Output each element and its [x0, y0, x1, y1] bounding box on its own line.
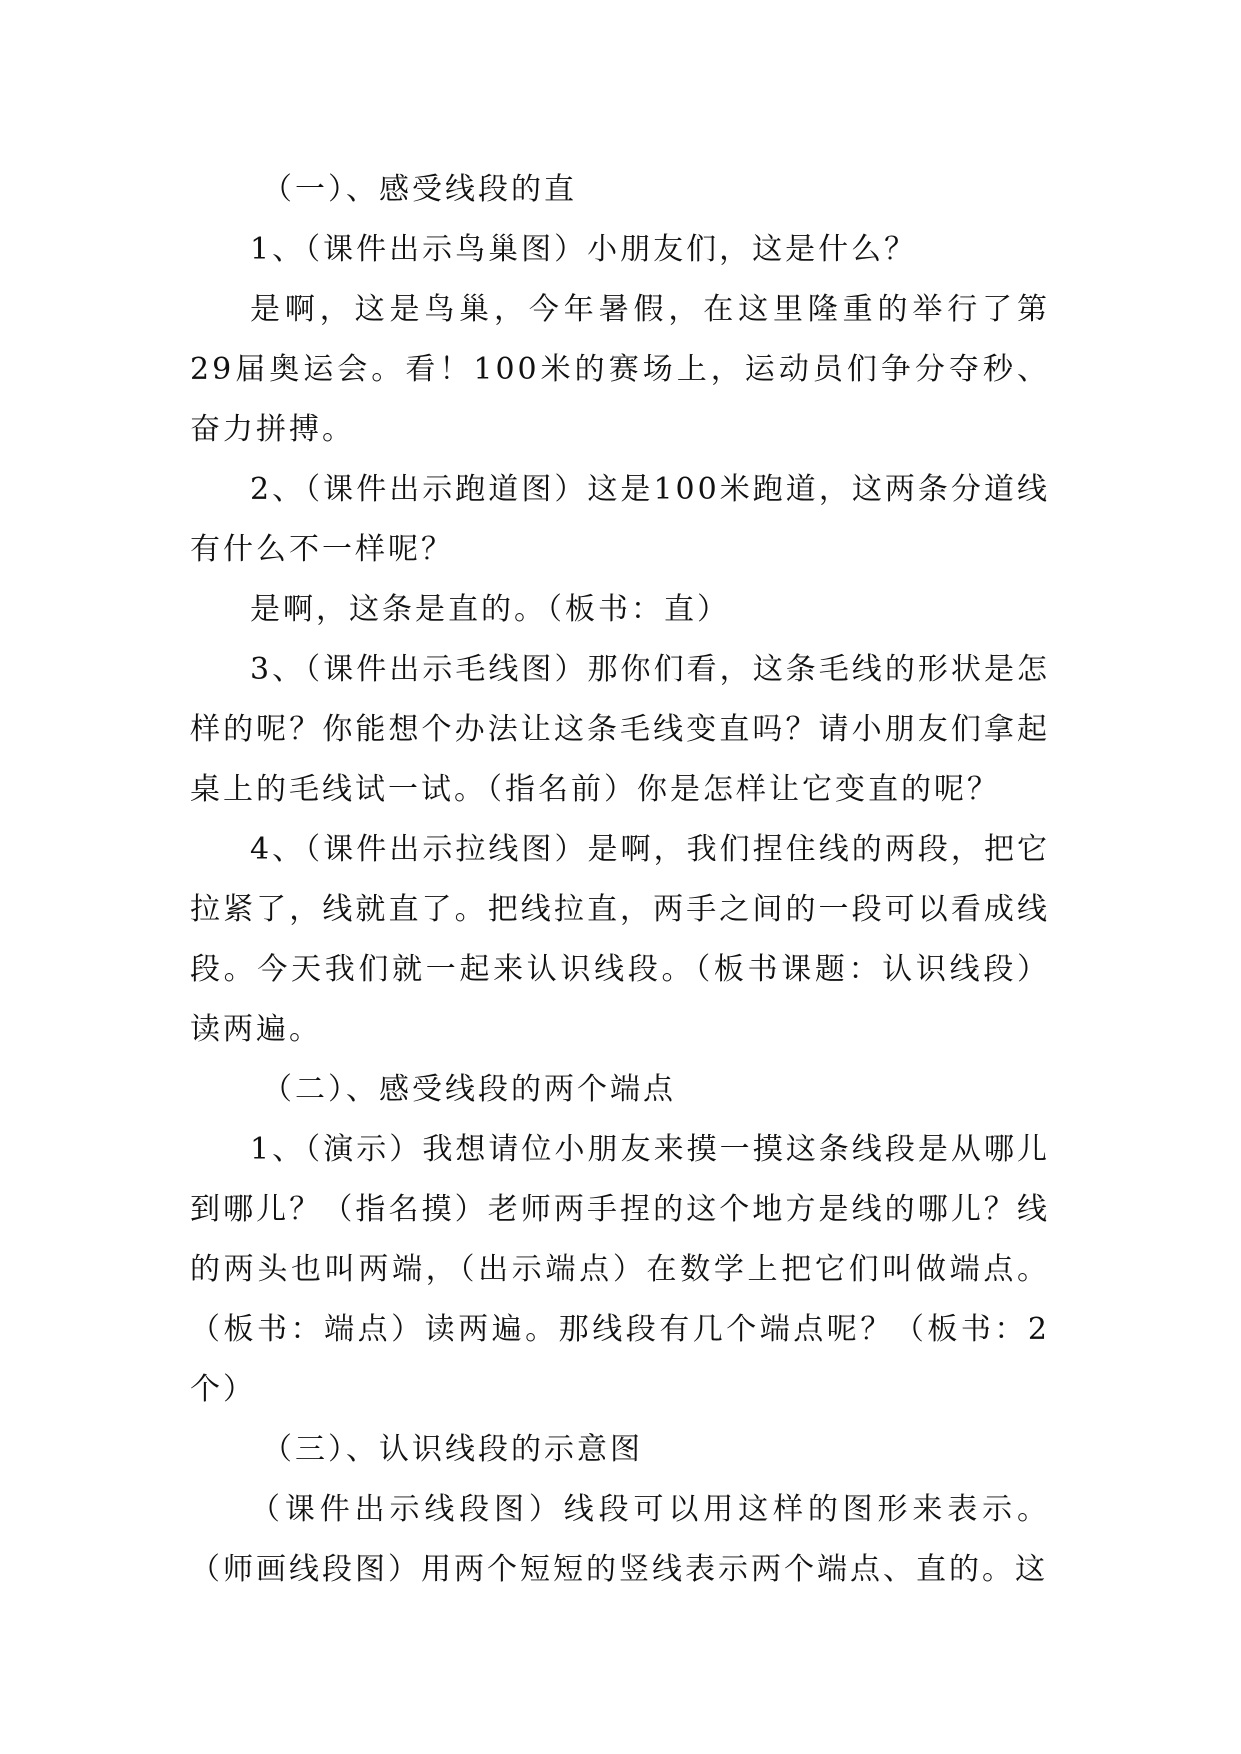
- paragraph: 1、（演示）我想请位小朋友来摸一摸这条线段是从哪儿到哪儿？（指名摸）老师两手捏的这个地方是线的哪儿？线的两头也叫两端，（出示端点）在数学上把它们叫做端点。（板书：端点）读两遍。那线段有几个端点呢？（板书：2个）: [190, 1132, 1050, 1407]
- paragraph: （课件出示线段图）线段可以用这样的图形来表示。（师画线段图）用两个短短的竖线表示两个端点、直的。这: [190, 1492, 1050, 1587]
- paragraph: 是啊，这条是直的。（板书：直）: [250, 592, 730, 627]
- section-heading-2: （二）、感受线段的两个端点: [262, 1072, 676, 1107]
- section-heading-3: （三）、认识线段的示意图: [262, 1432, 643, 1467]
- paragraph: 4、（课件出示拉线图）是啊，我们捏住线的两段，把它拉紧了，线就直了。把线拉直，两手之间的一段可以看成线段。今天我们就一起来认识线段。（板书课题：认识线段）读两遍。: [190, 832, 1050, 1047]
- paragraph: 3、（课件出示毛线图）那你们看，这条毛线的形状是怎样的呢？你能想个办法让这条毛线变直吗？请小朋友们拿起桌上的毛线试一试。（指名前）你是怎样让它变直的呢？: [190, 652, 1050, 807]
- document-body: [190, 160, 1050, 1600]
- paragraph: 1、（课件出示鸟巢图）小朋友们，这是什么？: [250, 232, 918, 267]
- paragraph: 2、（课件出示跑道图）这是100米跑道，这两条分道线有什么不一样呢？: [190, 472, 1050, 567]
- section-heading-1: （一）、感受线段的直: [262, 172, 577, 207]
- paragraph: 是啊，这是鸟巢，今年暑假，在这里隆重的举行了第29届奥运会。看！100米的赛场上，运动员们争分夺秒、奋力拼搏。: [190, 292, 1050, 447]
